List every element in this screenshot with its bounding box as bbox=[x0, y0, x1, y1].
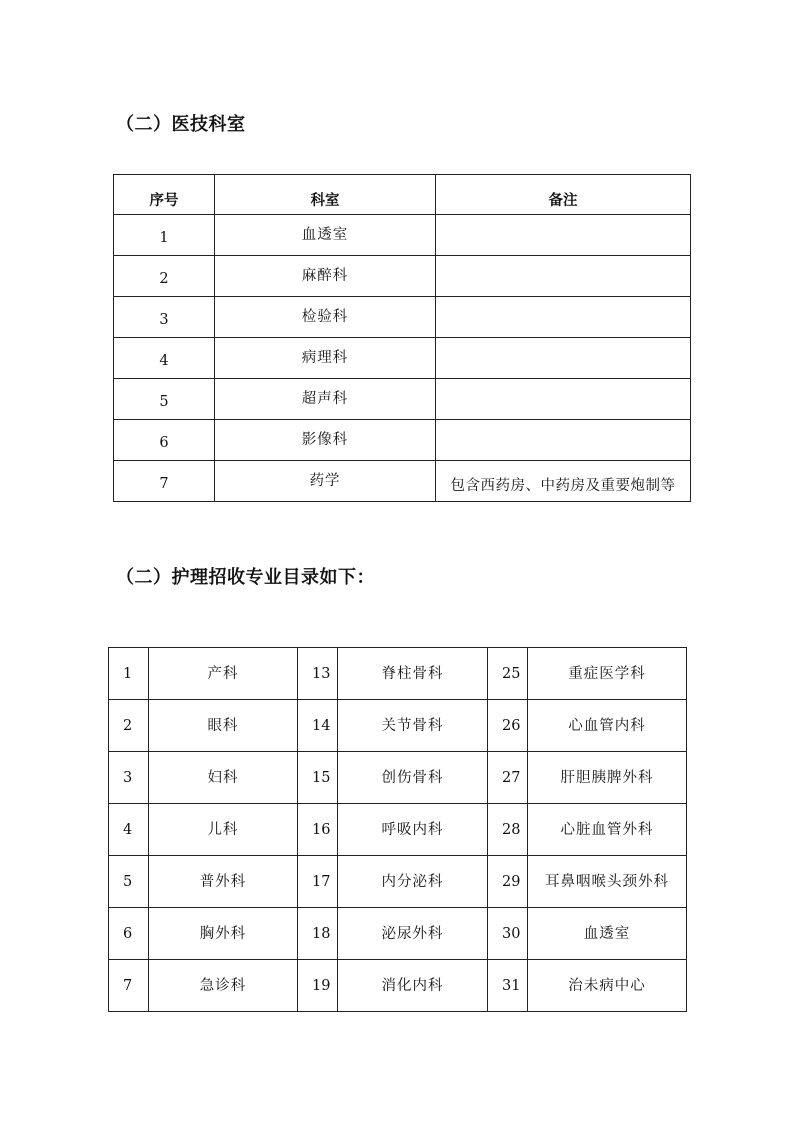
specialty-cell: 创伤骨科 bbox=[338, 752, 488, 804]
header-seq: 序号 bbox=[114, 175, 215, 215]
table-row bbox=[114, 256, 691, 297]
section-title-medtech: （二）医技科室 bbox=[116, 114, 246, 135]
table-row bbox=[109, 700, 687, 752]
dept-cell: 影像科 bbox=[215, 420, 436, 461]
specialty-cell: 脊柱骨科 bbox=[338, 648, 488, 700]
table-row bbox=[109, 908, 687, 960]
seq-cell: 7 bbox=[114, 461, 215, 502]
seq-cell: 4 bbox=[114, 338, 215, 379]
seq-cell: 1 bbox=[114, 215, 215, 256]
header-dept: 科室 bbox=[215, 175, 436, 215]
table-row bbox=[114, 297, 691, 338]
dept-cell: 血透室 bbox=[215, 215, 436, 256]
seq-cell: 2 bbox=[114, 256, 215, 297]
number-cell: 27 bbox=[488, 752, 528, 804]
table-row bbox=[114, 379, 691, 420]
dept-cell: 病理科 bbox=[215, 338, 436, 379]
specialty-cell: 肝胆胰脾外科 bbox=[528, 752, 687, 804]
number-cell: 5 bbox=[109, 856, 149, 908]
table-row bbox=[109, 752, 687, 804]
note-cell bbox=[436, 215, 691, 256]
number-cell: 28 bbox=[488, 804, 528, 856]
number-cell: 30 bbox=[488, 908, 528, 960]
number-cell: 25 bbox=[488, 648, 528, 700]
table-row bbox=[114, 215, 691, 256]
number-cell: 6 bbox=[109, 908, 149, 960]
number-cell: 19 bbox=[298, 960, 338, 1012]
dept-cell: 检验科 bbox=[215, 297, 436, 338]
specialty-cell: 消化内科 bbox=[338, 960, 488, 1012]
specialty-cell: 重症医学科 bbox=[528, 648, 687, 700]
specialty-cell: 急诊科 bbox=[149, 960, 298, 1012]
specialty-cell: 普外科 bbox=[149, 856, 298, 908]
note-cell bbox=[436, 379, 691, 420]
number-cell: 3 bbox=[109, 752, 149, 804]
table-row bbox=[114, 338, 691, 379]
specialty-cell: 关节骨科 bbox=[338, 700, 488, 752]
specialty-cell: 心血管内科 bbox=[528, 700, 687, 752]
number-cell: 14 bbox=[298, 700, 338, 752]
specialty-cell: 呼吸内科 bbox=[338, 804, 488, 856]
number-cell: 17 bbox=[298, 856, 338, 908]
table-row bbox=[109, 804, 687, 856]
number-cell: 13 bbox=[298, 648, 338, 700]
number-cell: 18 bbox=[298, 908, 338, 960]
seq-cell: 5 bbox=[114, 379, 215, 420]
table-header-row bbox=[114, 175, 691, 215]
note-cell bbox=[436, 338, 691, 379]
specialty-cell: 血透室 bbox=[528, 908, 687, 960]
specialty-cell: 内分泌科 bbox=[338, 856, 488, 908]
number-cell: 7 bbox=[109, 960, 149, 1012]
table-row bbox=[109, 960, 687, 1012]
number-cell: 1 bbox=[109, 648, 149, 700]
number-cell: 15 bbox=[298, 752, 338, 804]
table-row bbox=[114, 461, 691, 502]
number-cell: 26 bbox=[488, 700, 528, 752]
seq-cell: 3 bbox=[114, 297, 215, 338]
dept-cell: 超声科 bbox=[215, 379, 436, 420]
header-note: 备注 bbox=[436, 175, 691, 215]
nursing-specialty-table bbox=[108, 647, 687, 1012]
number-cell: 4 bbox=[109, 804, 149, 856]
number-cell: 16 bbox=[298, 804, 338, 856]
specialty-cell: 儿科 bbox=[149, 804, 298, 856]
dept-cell: 麻醉科 bbox=[215, 256, 436, 297]
number-cell: 29 bbox=[488, 856, 528, 908]
note-cell bbox=[436, 256, 691, 297]
note-cell bbox=[436, 297, 691, 338]
table-row bbox=[109, 648, 687, 700]
seq-cell: 6 bbox=[114, 420, 215, 461]
note-cell bbox=[436, 420, 691, 461]
dept-cell: 药学 bbox=[215, 461, 436, 502]
section-title-nursing: （二）护理招收专业目录如下： bbox=[116, 567, 375, 588]
table-row bbox=[109, 856, 687, 908]
medtech-dept-table bbox=[113, 174, 691, 502]
specialty-cell: 耳鼻咽喉头颈外科 bbox=[528, 856, 687, 908]
specialty-cell: 产科 bbox=[149, 648, 298, 700]
specialty-cell: 胸外科 bbox=[149, 908, 298, 960]
specialty-cell: 泌尿外科 bbox=[338, 908, 488, 960]
specialty-cell: 眼科 bbox=[149, 700, 298, 752]
number-cell: 31 bbox=[488, 960, 528, 1012]
note-cell: 包含西药房、中药房及重要炮制等 bbox=[436, 461, 691, 502]
specialty-cell: 心脏血管外科 bbox=[528, 804, 687, 856]
number-cell: 2 bbox=[109, 700, 149, 752]
table-row bbox=[114, 420, 691, 461]
specialty-cell: 治未病中心 bbox=[528, 960, 687, 1012]
specialty-cell: 妇科 bbox=[149, 752, 298, 804]
